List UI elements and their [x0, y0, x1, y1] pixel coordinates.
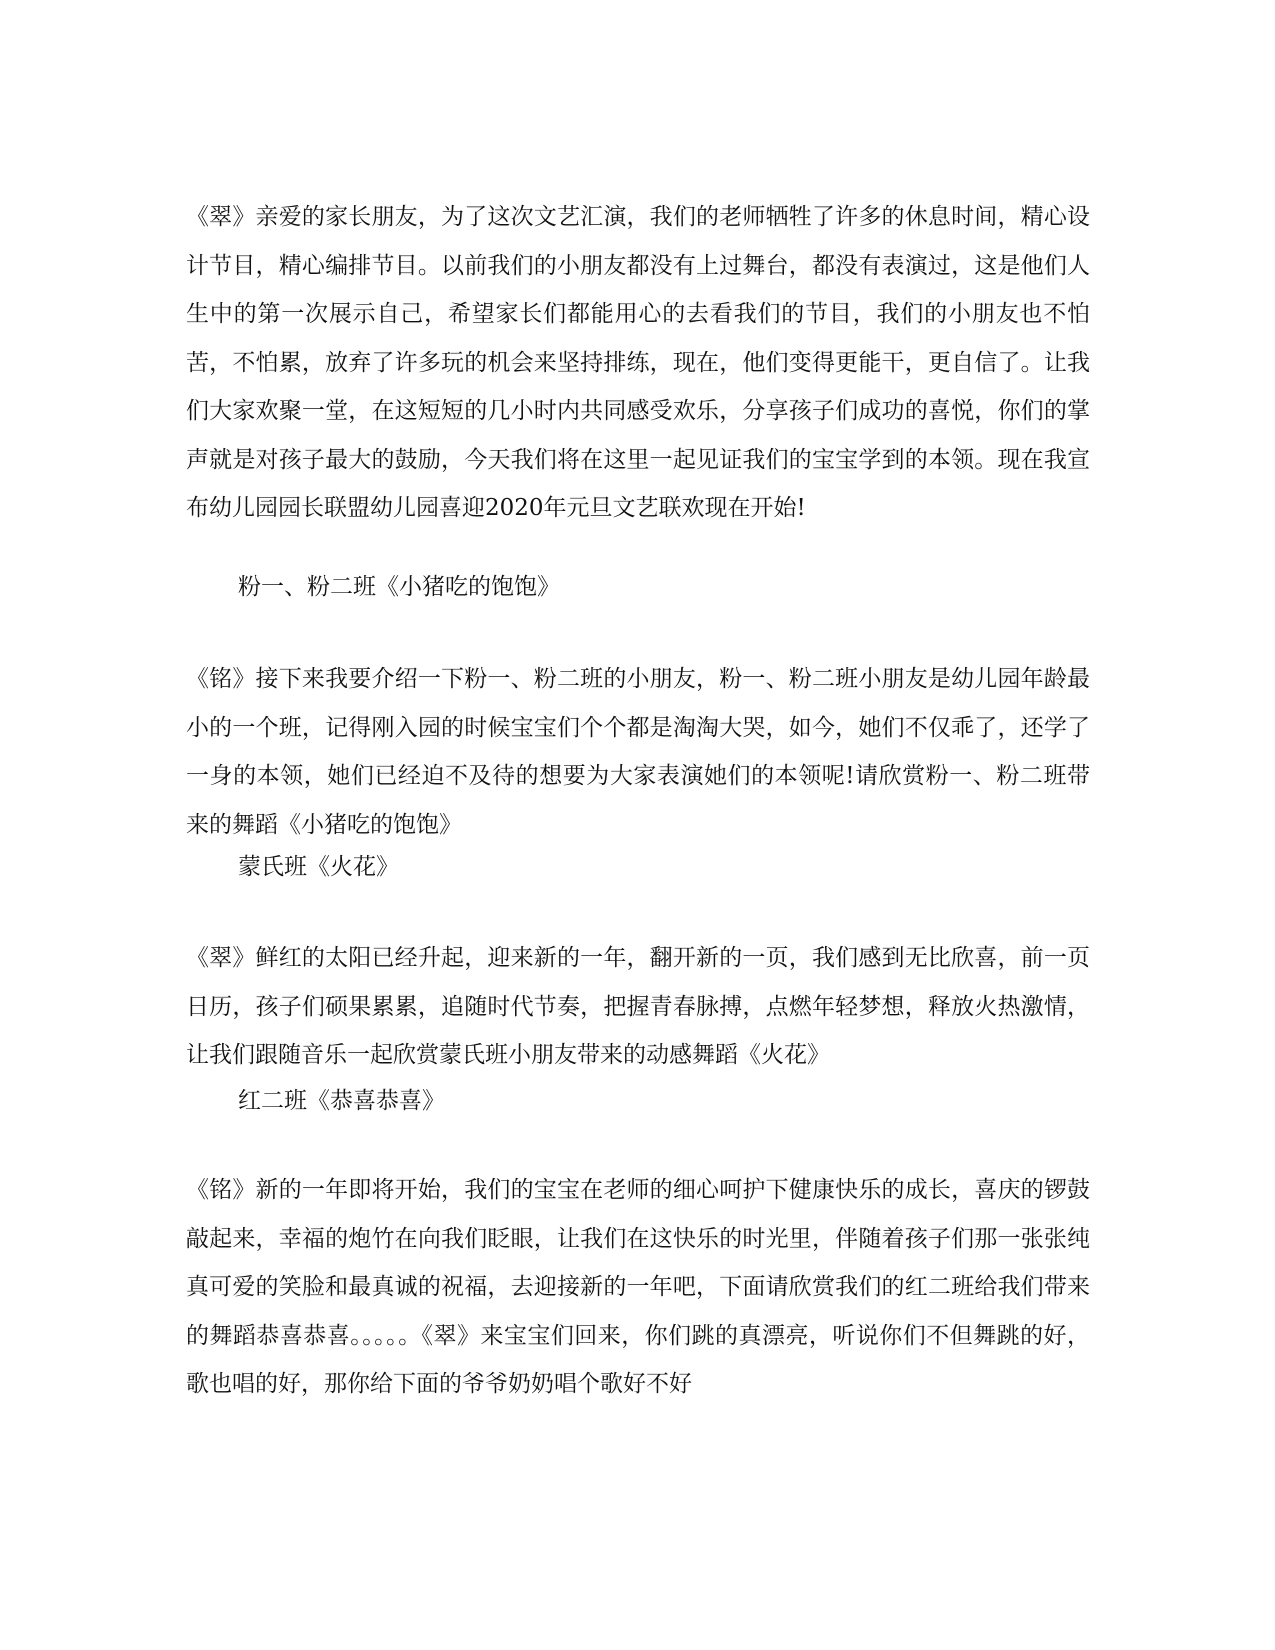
opening-speech-paragraph: 《翠》亲爱的家长朋友，为了这次文艺汇演，我们的老师牺牲了许多的休息时间，精心设计节目，精心编排节目。以前我们的小朋友都没有上过舞台，都没有表演过，这是他们人生中的第一次展示自己，希望家长们都能用心的去看我们的节目，我们的小朋友也不怕苦，不怕累，放弃了许多玩的机会来坚持排练，现在，他们变得更能干，更自信了。让我们大家欢聚一堂，在这短短的几小时内共同感受欢乐，分享孩子们成功的喜悦，你们的掌声就是对孩子最大的鼓励，今天我们将在这里一起见证我们的宝宝学到的本领。现在我宣布幼儿园园长联盟幼儿园喜迎2020年元旦文艺联欢现在开始!	[186, 204, 1090, 521]
program-title-hong-class: 红二班《恭喜恭喜》	[238, 1088, 445, 1114]
montessori-class-intro-paragraph: 《翠》鲜红的太阳已经升起，迎来新的一年，翻开新的一页，我们感到无比欣喜，前一页日历，孩子们硕果累累，追随时代节奏，把握青春脉搏，点燃年轻梦想，释放火热激情，让我们跟随音乐一起欣赏蒙氏班小朋友带来的动感舞蹈《火花》	[186, 945, 1090, 1068]
program-title-fen-class: 粉一、粉二班《小猪吃的饱饱》	[238, 574, 560, 600]
fen-class-intro-paragraph: 《铭》接下来我要介绍一下粉一、粉二班的小朋友，粉一、粉二班小朋友是幼儿园年龄最小的一个班，记得刚入园的时候宝宝们个个都是淘淘大哭，如今，她们不仅乖了，还学了一身的本领，她们已经迫不及待的想要为大家表演她们的本领呢!请欣赏粉一、粉二班带来的舞蹈《小猪吃的饱饱》	[186, 666, 1090, 838]
program-title-montessori-class: 蒙氏班《火花》	[238, 854, 399, 880]
hong-class-intro-paragraph: 《铭》新的一年即将开始，我们的宝宝在老师的细心呵护下健康快乐的成长，喜庆的锣鼓敲起来，幸福的炮竹在向我们眨眼，让我们在这快乐的时光里，伴随着孩子们那一张张纯真可爱的笑脸和最真诚的祝福，去迎接新的一年吧，下面请欣赏我们的红二班给我们带来的舞蹈恭喜恭喜。。。。。《翠》来宝宝们回来，你们跳的真漂亮，听说你们不但舞跳的好，歌也唱的好，那你给下面的爷爷奶奶唱个歌好不好	[186, 1177, 1090, 1397]
